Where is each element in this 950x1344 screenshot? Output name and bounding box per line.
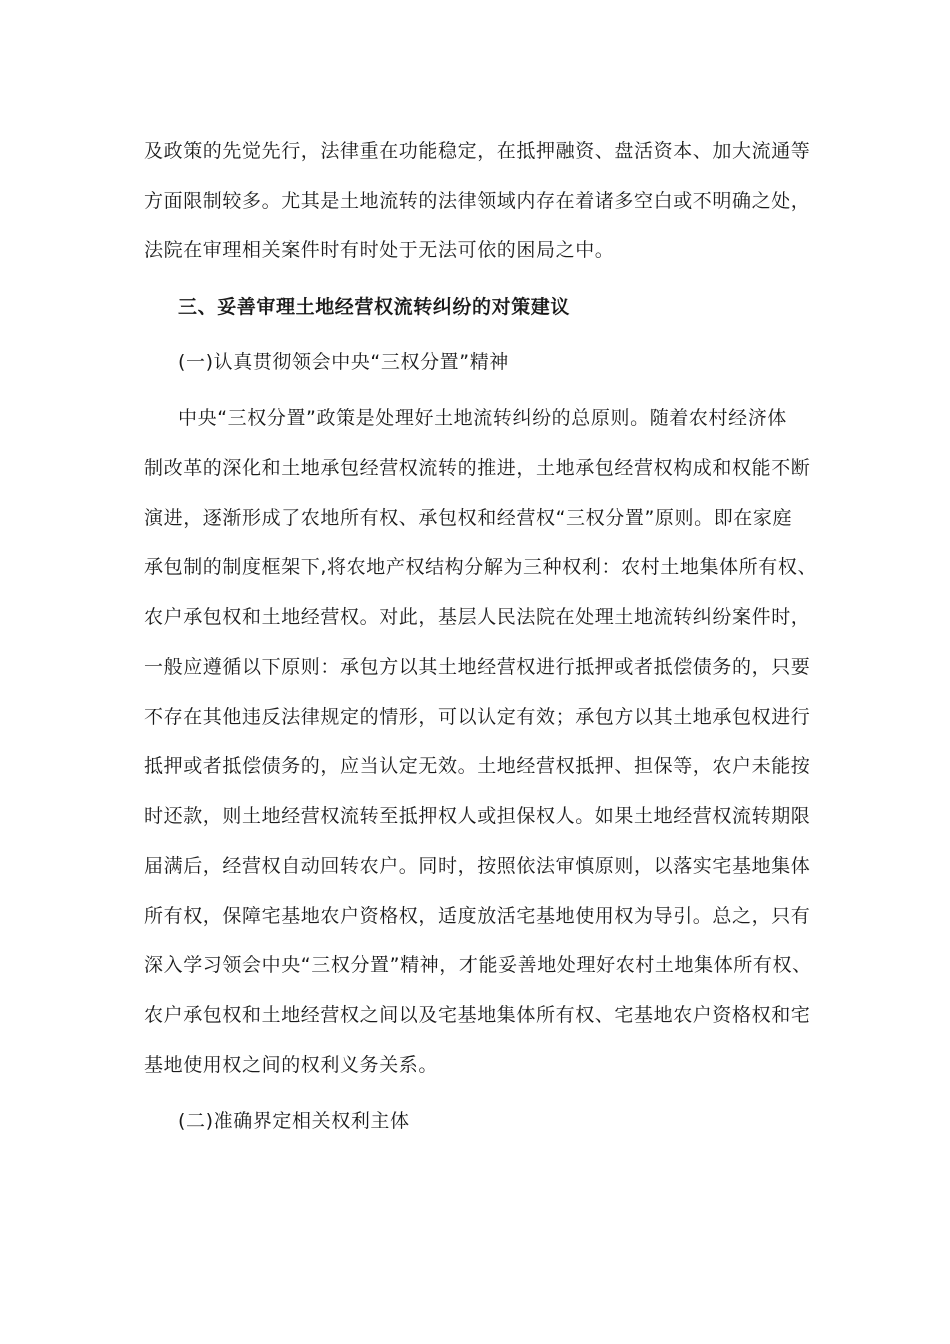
body-text-line: 不存在其他违反法律规定的情形，可以认定有效；承包方以其土地承包权进行 — [144, 706, 811, 728]
body-text-line: 方面限制较多。尤其是土地流转的法律领域内存在着诸多空白或不明确之处， — [144, 190, 811, 212]
body-text-line: 及政策的先觉先行，法律重在功能稳定，在抵押融资、盘活资本、加大流通等 — [144, 140, 811, 162]
body-text-line: 基地使用权之间的权利义务关系。 — [144, 1054, 439, 1076]
body-text-line: 深入学习领会中央“三权分置”精神，才能妥善地处理好农村土地集体所有权、 — [144, 954, 812, 976]
body-text-line: 农户承包权和土地经营权之间以及宅基地集体所有权、宅基地农户资格权和宅 — [144, 1004, 811, 1026]
subheading: (二)准确界定相关权利主体 — [178, 1110, 410, 1132]
body-text-line: 所有权，保障宅基地农户资格权，适度放活宅基地使用权为导引。总之，只有 — [144, 905, 811, 927]
body-text-line: 农户承包权和土地经营权。对此，基层人民法院在处理土地流转纠纷案件时， — [144, 606, 811, 628]
body-text-line: 中央“三权分置”政策是处理好土地流转纠纷的总原则。随着农村经济体 — [178, 407, 787, 429]
body-text-line: 制改革的深化和土地承包经营权流转的推进，土地承包经营权构成和权能不断 — [144, 457, 811, 479]
body-text-line: 一般应遵循以下原则：承包方以其土地经营权进行抵押或者抵偿债务的，只要 — [144, 656, 811, 678]
body-text-line: 届满后，经营权自动回转农户。同时，按照依法审慎原则，以落实宅基地集体 — [144, 855, 811, 877]
body-text-line: 承包制的制度框架下,将农地产权结构分解为三种权利：农村土地集体所有权、 — [144, 556, 818, 578]
body-text-line: 时还款，则土地经营权流转至抵押权人或担保权人。如果土地经营权流转期限 — [144, 805, 811, 827]
section-heading: 三、妥善审理土地经营权流转纠纷的对策建议 — [178, 296, 571, 318]
body-text-line: 抵押或者抵偿债务的，应当认定无效。土地经营权抵押、担保等，农户未能按 — [144, 755, 811, 777]
body-text-line: 法院在审理相关案件时有时处于无法可依的困局之中。 — [144, 239, 615, 261]
body-text-line: 演进，逐渐形成了农地所有权、承包权和经营权“三权分置”原则。即在家庭 — [144, 507, 793, 529]
subheading: (一)认真贯彻领会中央“三权分置”精神 — [178, 351, 509, 373]
